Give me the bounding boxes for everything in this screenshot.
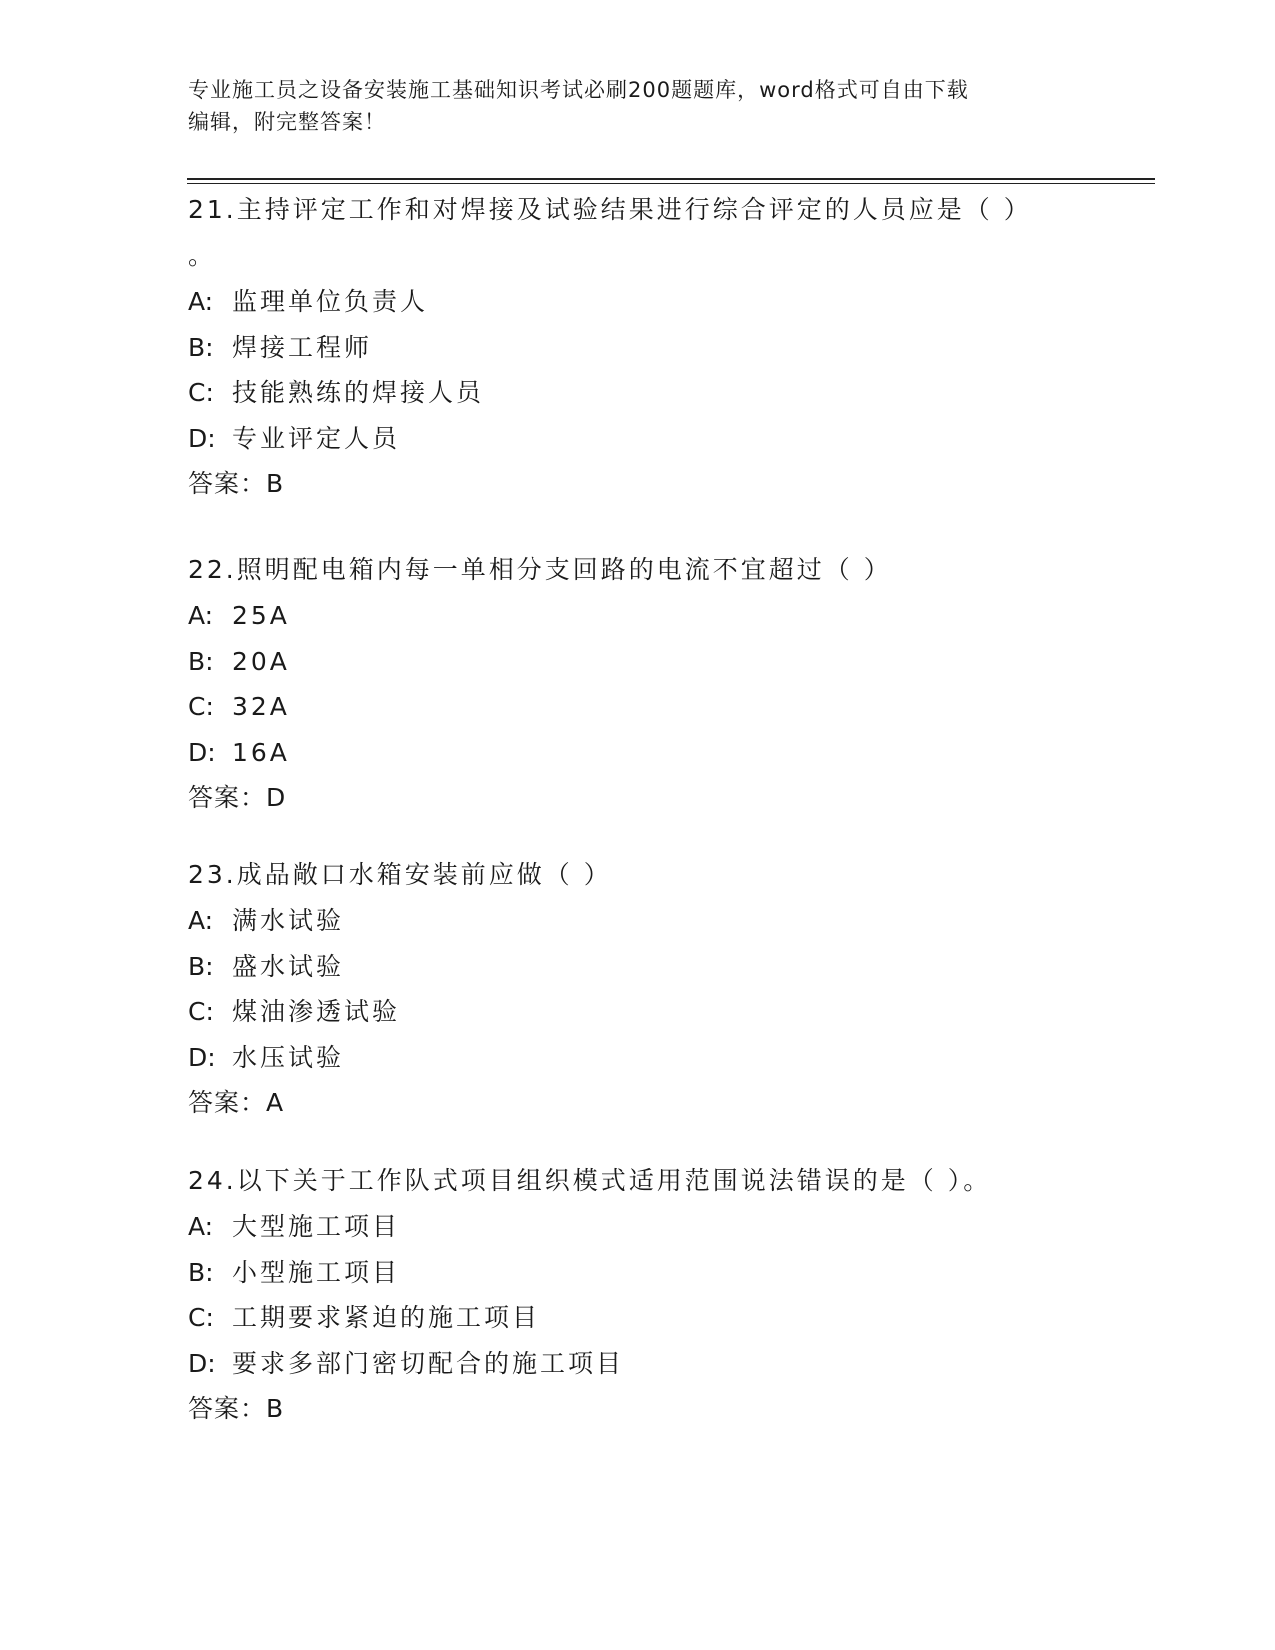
option-letter: C: <box>188 997 214 1026</box>
option-a <box>188 279 1088 325</box>
question-22 <box>188 547 1088 821</box>
answer-line: 答案：A <box>188 1088 285 1117</box>
option-text: 焊接工程师 <box>232 332 373 362</box>
header-line-1: 专业施工员之设备安装施工基础知识考试必刷200题题库，word格式可自由下载 <box>188 78 969 102</box>
option-text: 盛水试验 <box>232 951 345 981</box>
question-stem: 23.成品敞口水箱安装前应做（ ） <box>188 860 612 889</box>
option-text: 25A <box>232 601 290 630</box>
option-b <box>188 944 1088 990</box>
option-text: 煤油渗透试验 <box>232 997 401 1026</box>
answer-line: 答案：D <box>188 783 287 812</box>
option-letter: A: <box>188 1212 214 1241</box>
option-letter: D: <box>188 1348 216 1378</box>
option-letter: B: <box>188 951 214 981</box>
option-c <box>188 684 1088 730</box>
option-text: 16A <box>232 737 290 767</box>
answer-line: 答案：B <box>188 469 285 498</box>
option-text: 监理单位负责人 <box>232 287 429 316</box>
option-text: 小型施工项目 <box>232 1257 401 1287</box>
option-c <box>188 989 1088 1035</box>
option-c <box>188 1295 1088 1341</box>
option-text: 20A <box>232 646 290 676</box>
option-text: 专业评定人员 <box>232 423 401 453</box>
option-b <box>188 325 1088 371</box>
option-text: 技能熟练的焊接人员 <box>232 378 485 407</box>
option-letter: D: <box>188 737 216 767</box>
option-text: 要求多部门密切配合的施工项目 <box>232 1348 625 1378</box>
option-a <box>188 1204 1088 1250</box>
option-a <box>188 898 1088 944</box>
option-letter: C: <box>188 378 214 407</box>
option-letter: A: <box>188 287 214 316</box>
option-text: 工期要求紧迫的施工项目 <box>232 1303 541 1332</box>
question-21 <box>188 187 1088 507</box>
option-letter: B: <box>188 332 214 362</box>
question-24 <box>188 1158 1088 1432</box>
document-header <box>188 74 1068 138</box>
option-letter: C: <box>188 1303 214 1332</box>
option-letter: A: <box>188 601 214 630</box>
question-stem-continuation: 。 <box>188 241 214 270</box>
option-letter: A: <box>188 906 214 935</box>
header-divider-thick <box>187 178 1155 180</box>
option-d <box>188 730 1088 776</box>
question-stem: 21.主持评定工作和对焊接及试验结果进行综合评定的人员应是（ ） <box>188 195 1032 224</box>
option-b <box>188 639 1088 685</box>
option-d <box>188 1035 1088 1081</box>
question-stem: 24.以下关于工作队式项目组织模式适用范围说法错误的是（ ）。 <box>188 1166 992 1195</box>
question-23 <box>188 852 1088 1126</box>
header-line-2: 编辑，附完整答案！ <box>188 110 386 134</box>
option-b <box>188 1250 1088 1296</box>
answer-line: 答案：B <box>188 1394 285 1423</box>
option-a <box>188 593 1088 639</box>
header-divider-thin <box>187 183 1155 184</box>
option-d <box>188 1341 1088 1387</box>
question-stem: 22.照明配电箱内每一单相分支回路的电流不宜超过（ ） <box>188 555 892 584</box>
option-letter: B: <box>188 646 214 676</box>
option-text: 水压试验 <box>232 1042 345 1072</box>
option-d <box>188 416 1088 462</box>
option-text: 满水试验 <box>232 906 345 935</box>
option-text: 32A <box>232 692 290 721</box>
option-letter: B: <box>188 1257 214 1287</box>
option-text: 大型施工项目 <box>232 1212 401 1241</box>
option-letter: D: <box>188 1042 216 1072</box>
option-letter: D: <box>188 423 216 453</box>
option-c <box>188 370 1088 416</box>
option-letter: C: <box>188 692 214 721</box>
